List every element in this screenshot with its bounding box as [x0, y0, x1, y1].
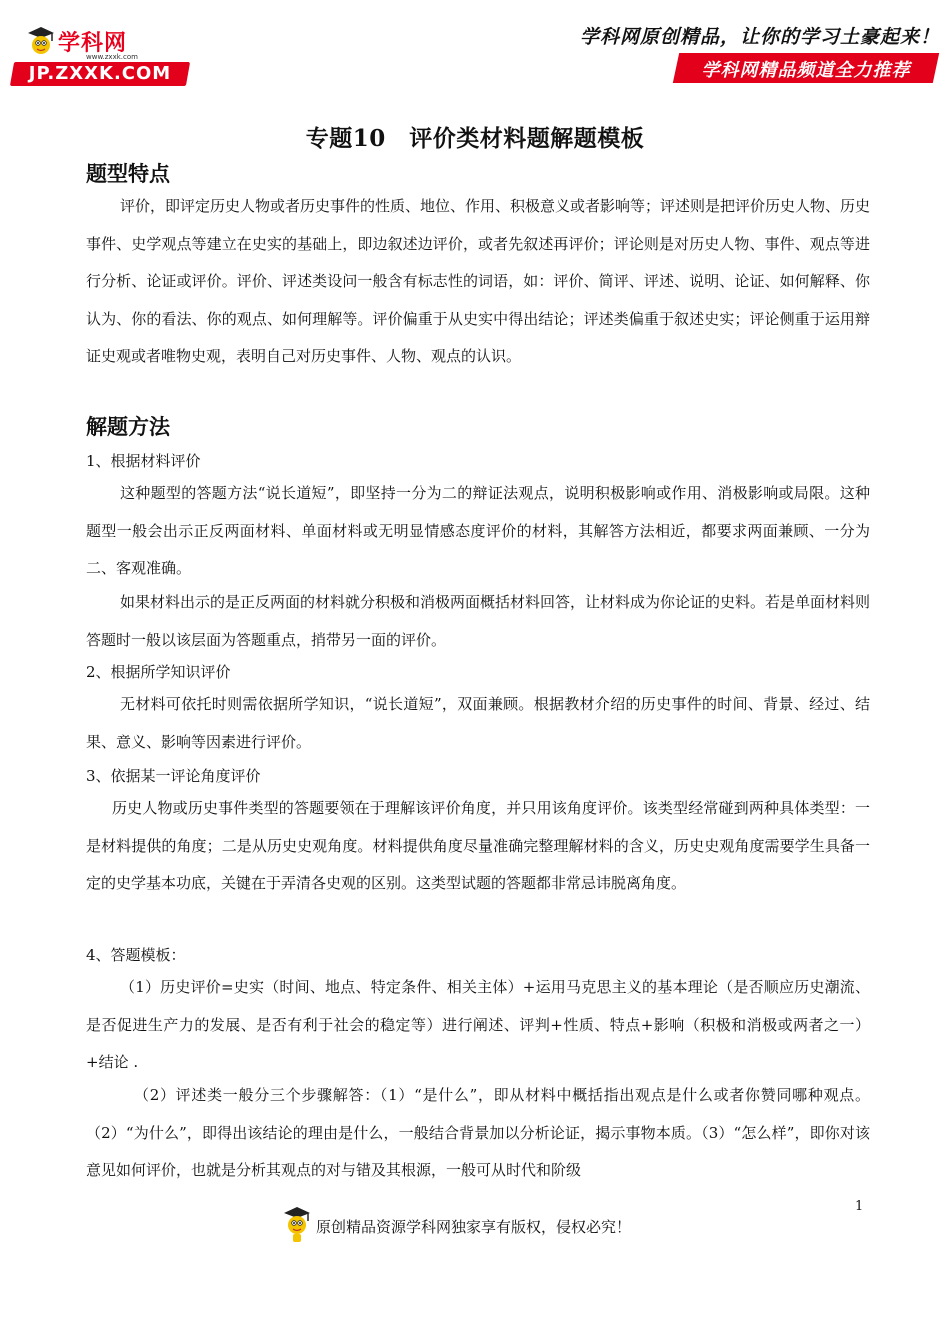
logo-url-text: JP.ZXXK.COM	[28, 63, 172, 84]
method-item-1-title: 1、根据材料评价	[86, 452, 201, 470]
page-number: 1	[855, 1199, 864, 1214]
method-item-1-paragraph-2: 如果材料出示的是正反两面的材料就分积极和消极两面概括材料回答，让材料成为你论证的史料。若是单面材料则答题时一般以该层面为答题重点，捎带另一面的评价。	[86, 593, 871, 649]
method-item-1-paragraph-1: 这种题型的答题方法“说长道短”，即坚持一分为二的辩证法观点，说明积极影响或作用、消极影响或局限。这种题型一般会出示正反两面材料、单面材料或无明显情感态度评价的材料，其解答方法相近，都要求两面兼顾、一分为二、客观准确。	[86, 484, 870, 577]
template-step-1-paragraph: （1）历史评价=史实（时间、地点、特定条件、相关主体）+运用马克思主义的基本理论（是否顺应历史潮流、是否促进生产力的发展、是否有利于社会的稳定等）进行阐述、评判+性质、特点+影响（积极和消极或两者之一）+结论 .	[86, 978, 870, 1071]
section-heading-features: 题型特点	[86, 162, 170, 186]
footer-copyright-text: 原创精品资源学科网独家享有版权，侵权必究！	[316, 1218, 632, 1236]
method-item-2-title: 2、根据所学知识评价	[86, 663, 231, 681]
page-footer	[0, 1204, 950, 1254]
mascot-icon	[26, 24, 56, 58]
section-heading-methods: 解题方法	[86, 415, 170, 439]
method-item-3-title: 3、依据某一评论角度评价	[86, 767, 261, 785]
logo-small-url: www.zxxk.com	[86, 53, 138, 61]
header-banner-text: 学科网精品频道全力推荐	[701, 60, 911, 81]
page-header	[0, 0, 950, 100]
features-paragraph: 评价，即评定历史人物或者历史事件的性质、地位、作用、积极意义或者影响等；评述则是把评价历史人物、历史事件、史学观点等建立在史实的基础上，即边叙述边评价，或者先叙述再评价；评论则是对历史人物、事件、观点等进行分析、论证或评价。评价、评述类设问一般含有标志性的词语，如：评价、简评、评述、说明、论证、如何解释、你认为、你的看法、你的观点、如何理解等。评价偏重于从史实中得出结论；评述类偏重于叙述史实；评论侧重于运用辩证史观或者唯物史观，表明自己对历史事件、人物、观点的认识。	[86, 197, 871, 365]
method-item-4-title: 4、答题模板：	[86, 946, 186, 964]
header-slogan: 学科网原创精品，让你的学习土豪起来！	[579, 26, 940, 48]
page-title: 专题10 评价类材料题解题模板	[305, 125, 645, 152]
method-item-2-paragraph: 无材料可依托时则需依据所学知识，“说长道短”，双面兼顾。根据教材介绍的历史事件的时间、背景、经过、结果、意义、影响等因素进行评价。	[86, 695, 870, 751]
mascot-icon	[282, 1204, 312, 1244]
template-step-2-paragraph: （2）评述类一般分三个步骤解答：（1）“是什么”，即从材料中概括指出观点是什么或者你赞同哪种观点。（2）“为什么”，即得出该结论的理由是什么，一般结合背景加以分析论证，揭示事物本质。（3）“怎么样”，即你对该意见如何评价，也就是分析其观点的对与错及其根源，一般可从时代和阶级	[86, 1086, 870, 1179]
logo-chinese-name: 学科网	[58, 31, 128, 56]
method-item-3-paragraph: 历史人物或历史事件类型的答题要领在于理解该评价角度，并只用该角度评价。该类型经常碰到两种具体类型：一是材料提供的角度；二是从历史史观角度。材料提供角度尽量准确完整理解材料的含义，历史史观角度需要学生具备一定的史学基本功底，关键在于弄清各史观的区别。这类型试题的答题都非常忌讳脱离角度。	[86, 799, 870, 892]
zxxk-logo[interactable]	[12, 22, 192, 88]
